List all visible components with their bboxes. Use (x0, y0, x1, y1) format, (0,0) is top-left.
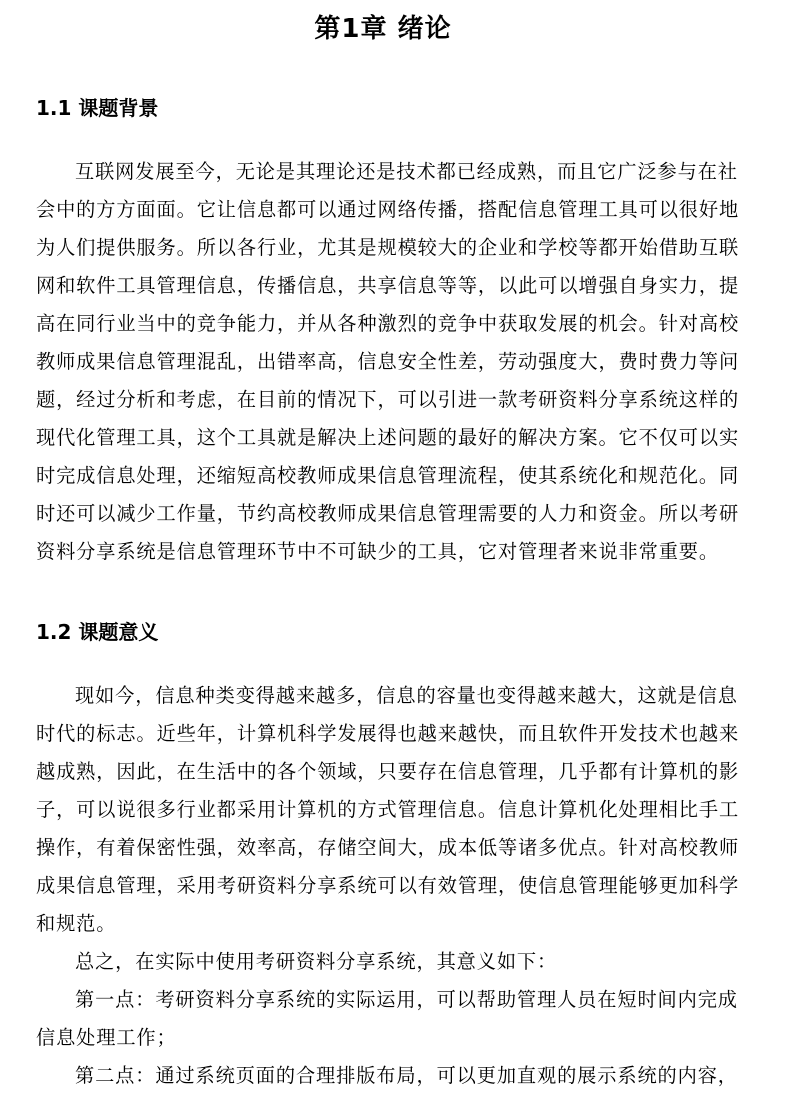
text-line: 成果信息管理，采用考研资料分享系统可以有效管理，使信息管理能够更加科学 (36, 874, 740, 897)
text-line: 时代的标志。近些年，计算机科学发展得也越来越快，而且软件开发技术也越来 (36, 722, 740, 745)
section-title-1-2: 1.2 课题意义 (36, 620, 159, 644)
text-line: 会中的方方面面。它让信息都可以通过网络传播，搭配信息管理工具可以很好地 (36, 198, 740, 221)
point-one-line: 信息处理工作； (36, 1026, 177, 1049)
text-line: 越成熟，因此，在生活中的各个领域，只要存在信息管理，几乎都有计算机的影 (36, 760, 740, 783)
text-line: 教师成果信息管理混乱，出错率高，信息安全性差，劳动强度大，费时费力等问 (36, 350, 740, 373)
chapter-title: 第1章 绪论 (314, 14, 452, 44)
text-line: 时还可以减少工作量，节约高校教师成果信息管理需要的人力和资金。所以考研 (36, 502, 740, 525)
point-one-line: 第一点：考研资料分享系统的实际运用，可以帮助管理人员在短时间内完成 (75, 988, 738, 1011)
text-line: 操作，有着保密性强，效率高，存储空间大，成本低等诸多优点。针对高校教师 (36, 836, 740, 859)
section-title-1-1: 1.1 课题背景 (36, 96, 159, 120)
text-line: 互联网发展至今，无论是其理论还是技术都已经成熟，而且它广泛参与在社 (75, 160, 738, 183)
text-line: 子，可以说很多行业都采用计算机的方式管理信息。信息计算机化处理相比手工 (36, 798, 740, 821)
text-line: 网和软件工具管理信息，传播信息，共享信息等等，以此可以增强自身实力，提 (36, 274, 740, 297)
paragraph-background (36, 153, 740, 571)
text-line: 和规范。 (36, 912, 117, 935)
paragraph-significance (36, 677, 740, 1095)
text-line: 现如今，信息种类变得越来越多，信息的容量也变得越来越大，这就是信息 (75, 684, 738, 707)
text-line: 现代化管理工具，这个工具就是解决上述问题的最好的解决方案。它不仅可以实 (36, 426, 740, 449)
text-line: 资料分享系统是信息管理环节中不可缺少的工具，它对管理者来说非常重要。 (36, 540, 719, 563)
summary-line: 总之，在实际中使用考研资料分享系统，其意义如下： (75, 950, 558, 973)
text-line: 高在同行业当中的竞争能力，并从各种激烈的竞争中获取发展的机会。针对高校 (36, 312, 740, 335)
text-line: 时完成信息处理，还缩短高校教师成果信息管理流程，使其系统化和规范化。同 (36, 464, 740, 487)
point-two-line: 第二点：通过系统页面的合理排版布局，可以更加直观的展示系统的内容， (75, 1064, 738, 1087)
text-line: 为人们提供服务。所以各行业，尤其是规模较大的企业和学校等都开始借助互联 (36, 236, 740, 259)
text-line: 题，经过分析和考虑，在目前的情况下，可以引进一款考研资料分享系统这样的 (36, 388, 740, 411)
